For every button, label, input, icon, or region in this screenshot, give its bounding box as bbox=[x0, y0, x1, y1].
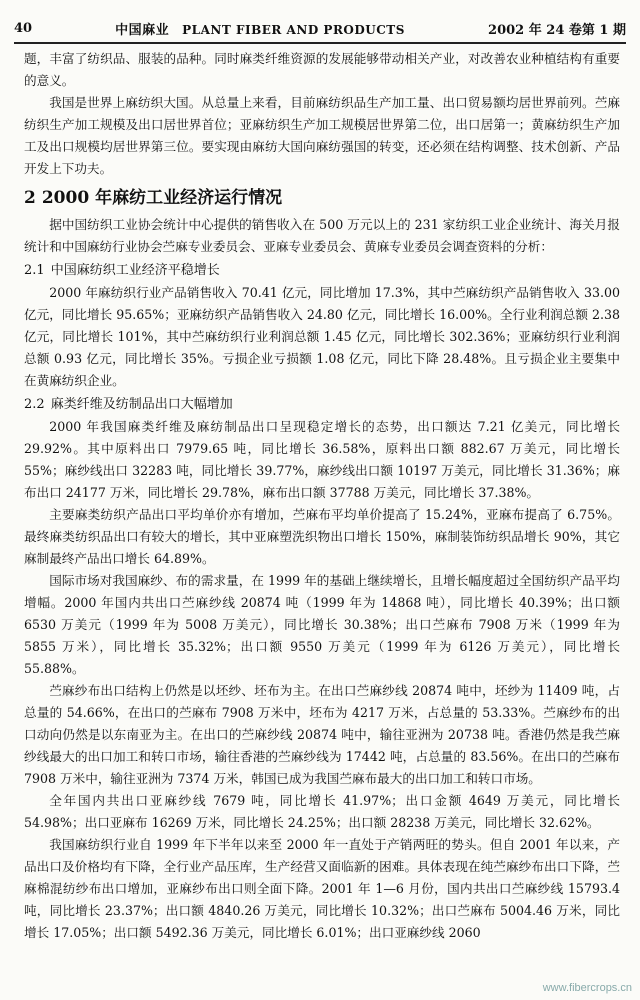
paragraph: 苎麻纱布出口结构上仍然是以坯纱、坯布为主。在出口苎麻纱线 20874 吨中，坯纱为 11409 吨，占总量的 54.66%，在出口的苎麻布 7908 万米中，坯布为 4217 万米，占总量的 53.33%。苎麻纱布的出口动向仍然是以东南亚为主。在出口的苎麻纱线 20874 吨中，输往亚洲为 20738 吨。香港仍然是我苎麻纱线最大的出口加工和转口市场，输往香港的苎麻纱线为 17442 吨，占总量的 83.56%。在出口的苎麻布 7908 万米中，输往亚洲为 7374 万米，韩国已成为我国苎麻布最大的出口加工和转口市场。 bbox=[24, 683, 620, 786]
journal-title-cn: 中国麻业 bbox=[115, 22, 170, 38]
subsection-number: 2.1 bbox=[24, 263, 45, 278]
paragraph: 国际市场对我国麻纱、布的需求量，在 1999 年的基础上继续增长，且增长幅度超过全国纺织产品平均增幅。2000 年国内共出口苎麻纱线 20874 吨（1999 年为 14868 吨），同比增长 40.39%；出口额 6530 万美元（1999 年为 5008 万美元），同比增长 30.38%；出口苎麻布 7908 万米（1999 年为 5855 万米），同比增长 35.32%；出口额 9550 万美元（1999 年为 6126 万美元），同比增长 55.88%。 bbox=[24, 573, 620, 676]
paragraph: 题，丰富了纺织品、服装的品种。同时麻类纤维资源的发展能够带动相关产业，对改善农业种植结构有重要的意义。 bbox=[24, 51, 620, 88]
subsection-heading bbox=[24, 394, 620, 416]
paragraph: 我国是世界上麻纺织大国。从总量上来看，目前麻纺织品生产加工量、出口贸易额均居世界前列。苎麻纺织生产加工规模及出口居世界首位；亚麻纺织生产加工规模居世界第二位，出口居第一；黄麻纺织生产加工及出口规模均居世界第三位。要实现由麻纺大国向麻纺强国的转变，还必须在结构调整、技术创新、产品开发上下功夫。 bbox=[24, 95, 620, 176]
paragraph: 2000 年我国麻类纤维及麻纺制品出口呈现稳定增长的态势，出口额达 7.21 亿美元，同比增长 29.92%。其中原料出口 7979.65 吨，同比增长 36.58%，原料出口额 882.67 万美元，同比增长 55%；麻纱线出口 32283 吨，同比增长 39.77%，麻纱线出口额 10197 万美元，同比增长 31.36%；麻布出口 24177 万米，同比增长 29.78%，麻布出口额 37788 万美元，同比增长 37.38%。 bbox=[24, 419, 620, 500]
paragraph: 全年国内共出口亚麻纱线 7679 吨，同比增长 41.97%；出口金额 4649 万美元，同比增长 54.98%；出口亚麻布 16269 万米，同比增长 24.25%；出口额 28238 万美元，同比增长 32.62%。 bbox=[24, 793, 620, 830]
section-heading bbox=[24, 186, 620, 210]
watermark: www.fibercrops.cn bbox=[542, 982, 632, 994]
paragraph: 据中国纺织工业协会统计中心提供的销售收入在 500 万元以上的 231 家纺织工业企业统计、海关月报统计和中国麻纺行业协会苎麻专业委员会、亚麻专业委员会、黄麻专业委员会调查资料的分析： bbox=[24, 217, 620, 254]
issue-info: 2002 年 24 卷第 1 期 bbox=[488, 22, 626, 38]
subsection-title: 麻类纤维及纺制品出口大幅增加 bbox=[50, 397, 233, 412]
paragraph: 我国麻纺织行业自 1999 年下半年以来至 2000 年一直处于产销两旺的势头。但自 2001 年以来，产品出口及价格均有下降，全行业产品压库，生产经营又面临新的困难。具体表现在纯苎麻纱布出口下降，苎麻棉混纺纱布出口增加，亚麻纱布出口则全面下降。2001 年 1—6 月份，国内共出口苎麻纱线 15793.4 吨，同比增长 23.37%；出口额 4840.26 万美元，同比增长 10.32%；出口苎麻布 5004.46 万米，同比增长 17.05%；出口额 5492.36 万美元，同比增长 6.01%；出口亚麻纱线 2060 bbox=[24, 837, 620, 940]
page-header bbox=[14, 14, 626, 44]
article-body bbox=[24, 48, 620, 944]
page-number: 40 bbox=[14, 20, 33, 36]
journal-title-en: PLANT FIBER AND PRODUCTS bbox=[182, 22, 405, 37]
subsection-title: 中国麻纺织工业经济平稳增长 bbox=[50, 263, 220, 278]
paragraph: 主要麻类纺织产品出口平均单价亦有增加，苎麻布平均单价提高了 15.24%，亚麻布提高了 6.75%。最终麻类纺织品出口有较大的增长，其中亚麻塑洗织物出口增长 150%，麻制装饰纺织品增长 90%，其它麻制最终产品出口增长 64.89%。 bbox=[24, 507, 620, 566]
journal-title bbox=[54, 19, 466, 38]
section-number: 2 bbox=[24, 188, 36, 208]
subsection-number: 2.2 bbox=[24, 397, 45, 412]
section-title: 2000 年麻纺工业经济运行情况 bbox=[41, 188, 283, 208]
paragraph: 2000 年麻纺织行业产品销售收入 70.41 亿元，同比增加 17.3%，其中苎麻纺织产品销售收入 33.00 亿元，同比增长 95.65%；亚麻纺织产品销售收入 24.80 亿元，同比增长 16.00%。全行业利润总额 2.38 亿元，同比增长 101%，其中苎麻纺织行业利润总额 1.45 亿元，同比增长 302.36%；亚麻纺织行业利润总额 0.93 亿元，同比增长 35%。亏损企业亏损额 1.08 亿元，同比下降 28.48%。且亏损企业主要集中在黄麻纺织企业。 bbox=[24, 285, 620, 388]
subsection-heading bbox=[24, 260, 620, 282]
